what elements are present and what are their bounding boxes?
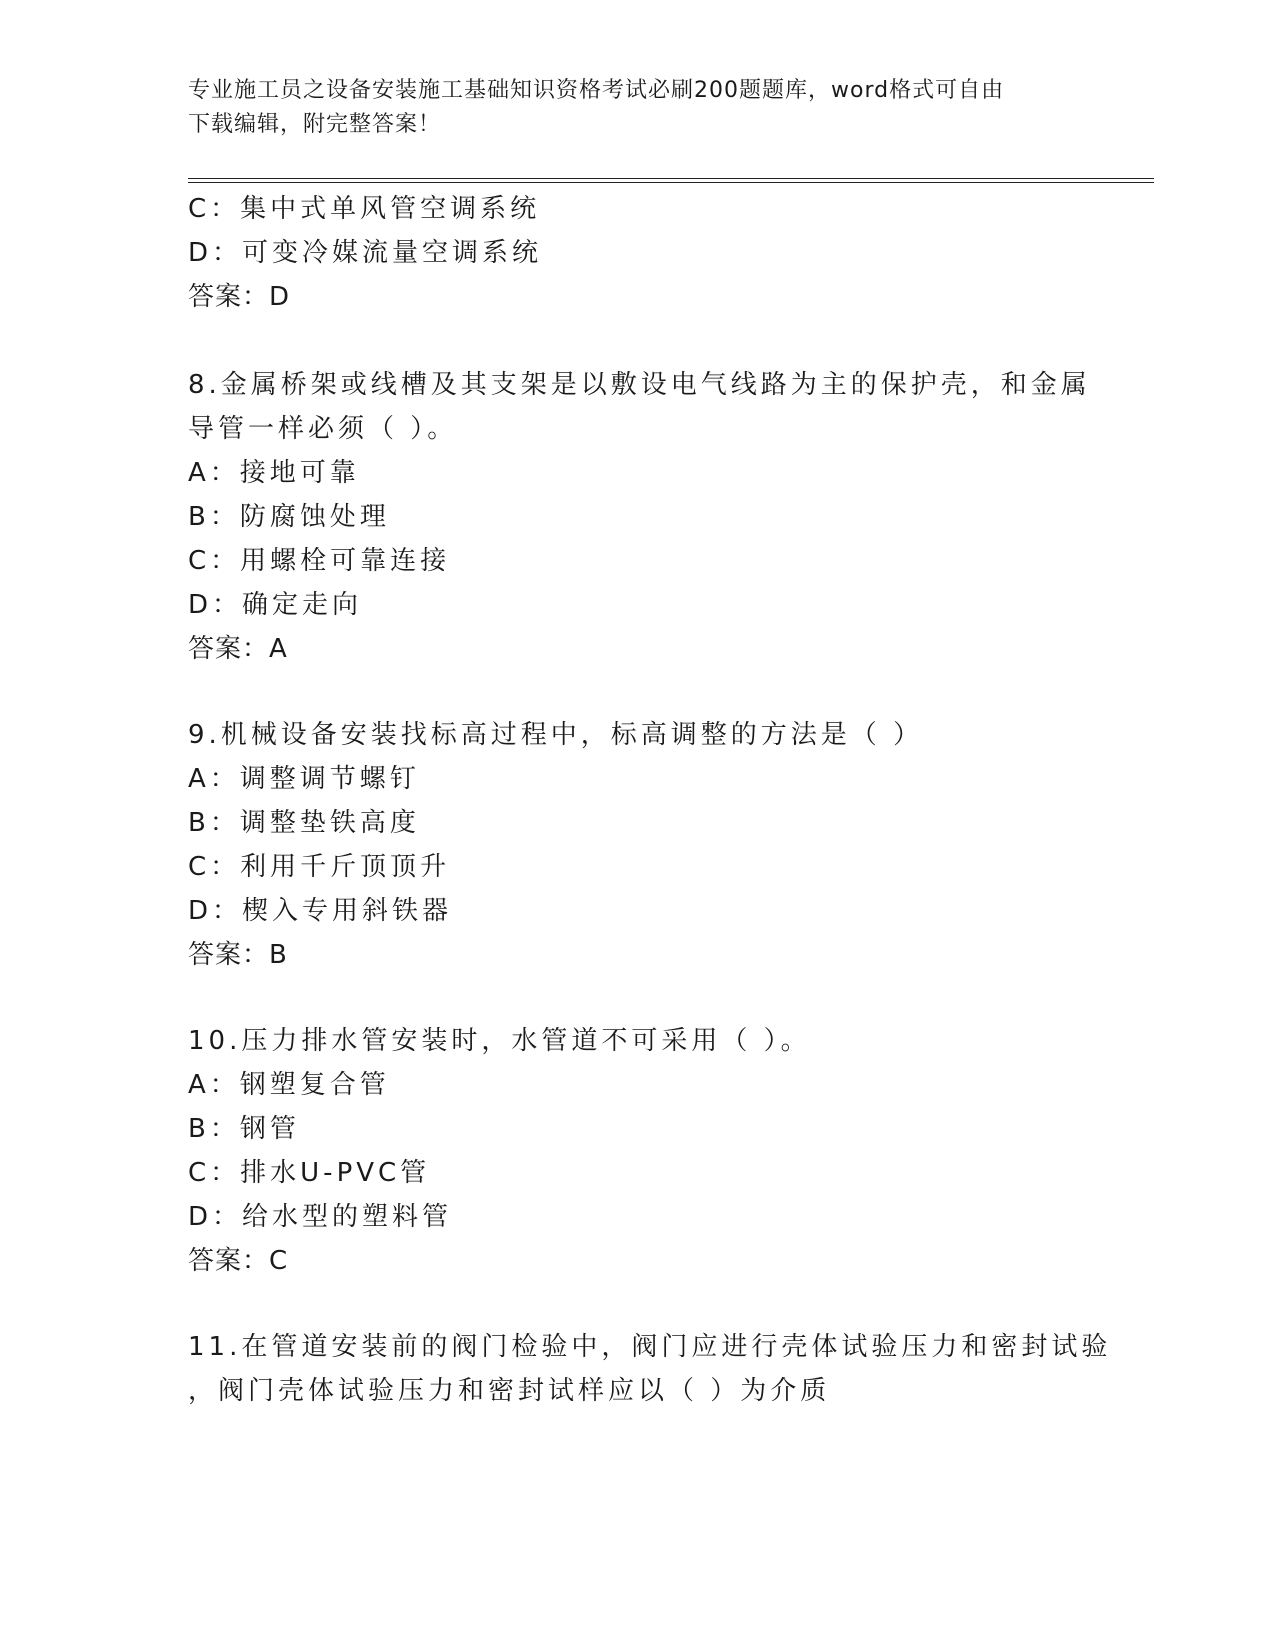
q8-stem-line-2: 导管一样必须（ ）。: [188, 414, 458, 444]
q9-option-d: D：楔入专用斜铁器: [188, 896, 453, 926]
q10-option-d: D：给水型的塑料管: [188, 1202, 453, 1232]
q9-option-c: C：利用千斤顶顶升: [188, 852, 451, 882]
q10-option-b: B：钢管: [188, 1114, 300, 1144]
document-header: [188, 74, 1068, 142]
q10-answer: 答案：C: [188, 1246, 289, 1276]
header-line-2: 下载编辑，附完整答案！: [188, 112, 442, 137]
q10-stem-line-1: 10.压力排水管安装时，水管道不可采用（ ）。: [188, 1026, 811, 1056]
q10-option-c: C：排水U-PVC管: [188, 1158, 431, 1188]
q8-stem-line-1: 8.金属桥架或线槽及其支架是以敷设电气线路为主的保护壳，和金属: [188, 370, 1091, 400]
prev-option-c: C：集中式单风管空调系统: [188, 194, 541, 224]
q11-stem-line-1: 11.在管道安装前的阀门检验中，阀门应进行壳体试验压力和密封试验: [188, 1332, 1112, 1362]
q11-stem-line-2: ，阀门壳体试验压力和密封试样应以（ ）为介质: [188, 1376, 831, 1406]
header-divider-top: [188, 178, 1154, 179]
prev-answer: 答案：D: [188, 282, 291, 312]
q8-option-b: B：防腐蚀处理: [188, 502, 390, 532]
q8-option-d: D：确定走向: [188, 590, 363, 620]
q8-answer: 答案：A: [188, 634, 288, 664]
q8-option-c: C：用螺栓可靠连接: [188, 546, 451, 576]
q10-option-a: A：钢塑复合管: [188, 1070, 390, 1100]
q9-option-a: A：调整调节螺钉: [188, 764, 420, 794]
header-line-1: 专业施工员之设备安装施工基础知识资格考试必刷200题题库，word格式可自由: [188, 78, 1005, 103]
q9-stem-line-1: 9.机械设备安装找标高过程中，标高调整的方法是（ ）: [188, 720, 924, 750]
q8-option-a: A：接地可靠: [188, 458, 360, 488]
prev-option-d: D：可变冷媒流量空调系统: [188, 238, 543, 268]
q9-option-b: B：调整垫铁高度: [188, 808, 420, 838]
header-divider-bottom: [188, 182, 1154, 183]
q9-answer: 答案：B: [188, 940, 288, 970]
